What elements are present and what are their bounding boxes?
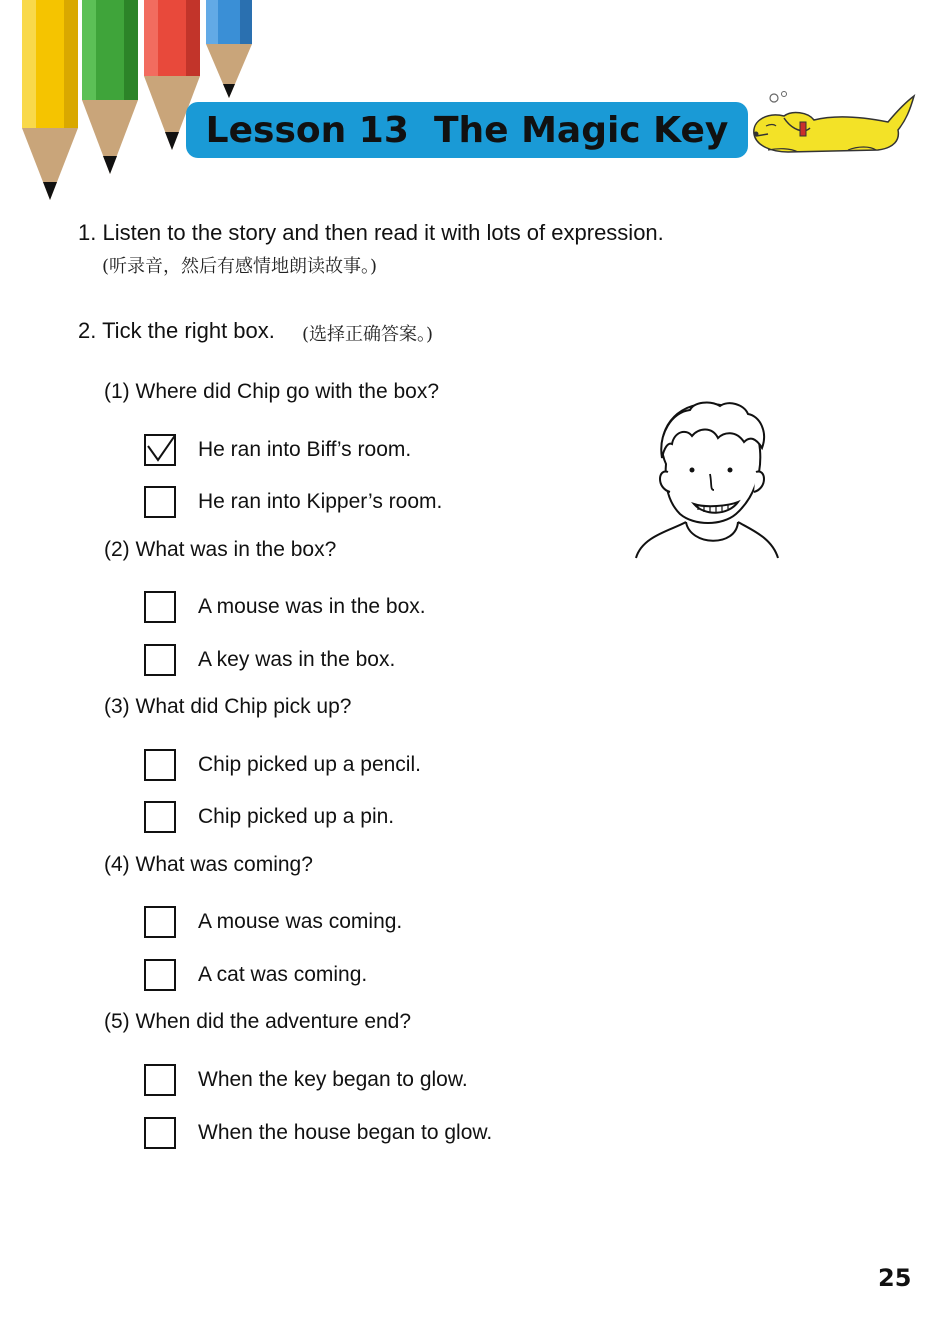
option-text: A mouse was in the box. [198, 595, 426, 618]
sleeping-dog-illustration [748, 90, 920, 162]
answer-option[interactable] [144, 1062, 468, 1098]
yellow-pencil [22, 0, 78, 200]
option-text: Chip picked up a pencil. [198, 753, 421, 776]
checkbox[interactable] [144, 1064, 176, 1096]
checkbox[interactable] [144, 749, 176, 781]
checkbox[interactable] [144, 801, 176, 833]
question-5: (5) When did the adventure end? [104, 1010, 412, 1033]
option-text: When the house began to glow. [198, 1121, 493, 1144]
answer-option[interactable] [144, 642, 395, 678]
option-text: A mouse was coming. [198, 910, 403, 933]
answer-option[interactable] [144, 799, 394, 835]
answer-option[interactable] [144, 957, 367, 993]
green-pencil [82, 0, 138, 174]
answer-option[interactable] [144, 432, 411, 468]
checkbox[interactable] [144, 1117, 176, 1149]
instruction-2-chinese: (选择正确答案。) [302, 324, 434, 345]
answer-option[interactable] [144, 747, 421, 783]
checkbox[interactable] [144, 434, 176, 466]
instruction-2: 2. Tick the right box. [78, 318, 275, 343]
lesson-title: Lesson 13 The Magic Key [205, 109, 729, 151]
option-text: When the key began to glow. [198, 1068, 468, 1091]
lesson-title-bar [186, 102, 748, 158]
question-4: (4) What was coming? [104, 853, 313, 876]
blue-pencil [206, 0, 252, 98]
option-text: Chip picked up a pin. [198, 805, 395, 828]
page-number: 25 [878, 1264, 912, 1292]
instruction-1-chinese: (听录音，然后有感情地朗读故事。) [102, 256, 378, 277]
checkmark-icon [146, 436, 174, 464]
answer-option[interactable] [144, 904, 402, 940]
checkbox[interactable] [144, 906, 176, 938]
checkbox[interactable] [144, 486, 176, 518]
instruction-1: 1. Listen to the story and then read it with lots of expression. [78, 220, 664, 245]
answer-option[interactable] [144, 589, 426, 625]
option-text: He ran into Kipper’s room. [198, 490, 443, 513]
question-1: (1) Where did Chip go with the box? [104, 380, 440, 403]
boy-illustration [632, 398, 782, 562]
option-text: A key was in the box. [198, 648, 396, 671]
option-text: He ran into Biff’s room. [198, 438, 412, 461]
answer-option[interactable] [144, 484, 442, 520]
question-2: (2) What was in the box? [104, 538, 337, 561]
checkbox[interactable] [144, 644, 176, 676]
checkbox[interactable] [144, 959, 176, 991]
checkbox[interactable] [144, 591, 176, 623]
answer-option[interactable] [144, 1115, 492, 1151]
question-3: (3) What did Chip pick up? [104, 695, 352, 718]
option-text: A cat was coming. [198, 963, 368, 986]
